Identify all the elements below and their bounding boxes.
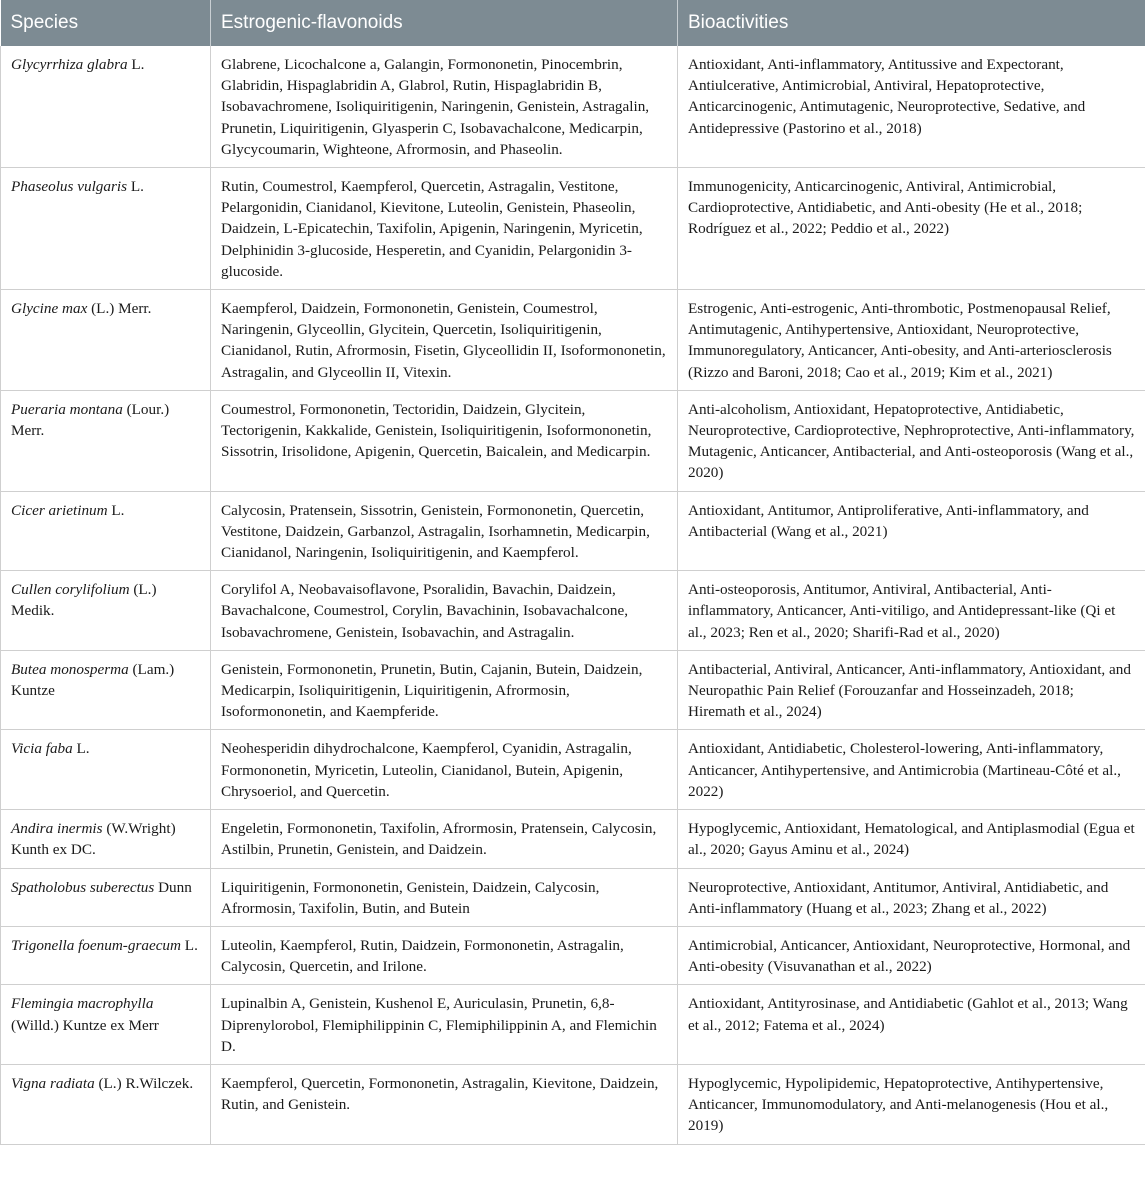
bioactivities-cell: Antimicrobial, Anticancer, Antioxidant, Neuroprotective, Hormonal, and Anti-obesity (Visuvanathan et al., 2022)	[678, 926, 1145, 984]
table-row	[1, 730, 1145, 810]
species-name: Cullen corylifolium	[11, 581, 130, 599]
table-body	[1, 46, 1145, 1144]
header-species: Species	[1, 0, 211, 46]
species-name: Glycyrrhiza glabra	[11, 56, 128, 73]
bioactivities-cell: Antioxidant, Antitumor, Antiproliferative, Anti-inflammatory, and Antibacterial (Wang et al., 2021)	[678, 491, 1145, 571]
species-cell	[1, 730, 211, 810]
table-row	[1, 868, 1145, 926]
table-row	[1, 650, 1145, 730]
table-row	[1, 491, 1145, 571]
bioactivities-cell: Neuroprotective, Antioxidant, Antitumor, Antiviral, Antidiabetic, and Anti-inflammatory (Huang et al., 2023; Zhang et al., 2022)	[678, 868, 1145, 926]
flavonoids-cell: Liquiritigenin, Formononetin, Genistein, Daidzein, Calycosin, Afrormosin, Taxifolin, Butin, and Butein	[211, 868, 678, 926]
species-name: Flemingia macrophylla	[11, 995, 154, 1013]
species-authority: (W.Wright) Kunth ex DC.	[11, 820, 176, 859]
flavonoids-cell: Calycosin, Pratensein, Sissotrin, Genistein, Formononetin, Quercetin, Vestitone, Daidzein, Garbanzol, Astragalin, Isorhamnetin, Medicarpin, Cianidanol, Naringenin, Isoliquiritigenin, and Kaempferol.	[211, 491, 678, 571]
bioactivities-cell: Antioxidant, Antityrosinase, and Antidiabetic (Gahlot et al., 2013; Wang et al., 2012; Fatema et al., 2024)	[678, 985, 1145, 1065]
table-row	[1, 926, 1145, 984]
species-authority: L.	[181, 936, 198, 954]
flavonoids-cell: Coumestrol, Formononetin, Tectoridin, Daidzein, Glycitein, Tectorigenin, Kakkalide, Genistein, Isoliquiritigenin, Isoformononetin, Sissotrin, Irisolidone, Apigenin, Quercetin, Baicalein, and Medicarpin.	[211, 390, 678, 491]
header-flavonoids: Estrogenic-flavonoids	[211, 0, 678, 46]
table-row	[1, 810, 1145, 868]
species-authority: (L.) Merr.	[87, 300, 152, 318]
flavonoids-cell: Rutin, Coumestrol, Kaempferol, Quercetin, Astragalin, Vestitone, Pelargonidin, Cianidanol, Kievitone, Luteolin, Genistein, Phaseolin, Daidzein, L-Epicatechin, Taxifolin, Apigenin, Naringenin, Myricetin, Delphinidin 3-glucoside, Hesperetin, and Cyanidin, Pelargonidin 3-glucoside.	[211, 168, 678, 290]
species-authority: (Lam.) Kuntze	[11, 660, 175, 700]
species-cell	[1, 1064, 211, 1144]
bioactivities-cell: Antioxidant, Antidiabetic, Cholesterol-lowering, Anti-inflammatory, Anticancer, Antihypertensive, and Antimicrobia (Martineau-Côté et al., 2022)	[678, 730, 1145, 810]
species-authority: (L.) Medik.	[11, 581, 157, 620]
species-authority: (Lour.) Merr.	[11, 400, 170, 440]
species-cell	[1, 868, 211, 926]
bioactivities-cell: Immunogenicity, Anticarcinogenic, Antiviral, Antimicrobial, Cardioprotective, Antidiabetic, and Anti-obesity (He et al., 2018; Rodríguez et al., 2022; Peddio et al., 2022)	[678, 168, 1145, 290]
species-name: Vigna radiata	[11, 1074, 95, 1092]
flavonoids-cell: Luteolin, Kaempferol, Rutin, Daidzein, Formononetin, Astragalin, Calycosin, Quercetin, and Irilone.	[211, 926, 678, 984]
species-cell	[1, 168, 211, 290]
table-row	[1, 290, 1145, 391]
species-cell	[1, 491, 211, 571]
species-cell	[1, 571, 211, 651]
bioactivities-cell: Hypoglycemic, Antioxidant, Hematological, and Antiplasmodial (Egua et al., 2020; Gayus Aminu et al., 2024)	[678, 810, 1145, 868]
species-name: Spatholobus suberectus	[11, 878, 155, 896]
header-bioactivities: Bioactivities	[678, 0, 1145, 46]
species-name: Andira inermis	[11, 820, 103, 838]
bioactivities-cell: Hypoglycemic, Hypolipidemic, Hepatoprotective, Antihypertensive, Anticancer, Immunomodulatory, and Anti-melanogenesis (Hou et al., 2019)	[678, 1064, 1145, 1144]
table-row	[1, 46, 1145, 168]
bioactivities-cell: Estrogenic, Anti-estrogenic, Anti-thrombotic, Postmenopausal Relief, Antimutagenic, Antihypertensive, Antioxidant, Neuroprotective, Immunoregulatory, Anticancer, Anti-obesity, and Anti-arteriosclerosis (Rizzo and Baroni, 2018; Cao et al., 2019; Kim et al., 2021)	[678, 290, 1145, 391]
species-cell	[1, 810, 211, 868]
species-authority: (Willd.) Kuntze ex Merr	[11, 1016, 159, 1034]
species-name: Pueraria montana	[11, 400, 123, 418]
species-authority: L.	[107, 501, 125, 519]
species-authority: L.	[127, 178, 144, 196]
table-row	[1, 1064, 1145, 1144]
species-authority: (L.) R.Wilczek.	[94, 1074, 194, 1092]
table-row	[1, 571, 1145, 651]
flavonoids-cell: Engeletin, Formononetin, Taxifolin, Afrormosin, Pratensein, Calycosin, Astilbin, Prunetin, Genistein, and Daidzein.	[211, 810, 678, 868]
species-cell	[1, 290, 211, 391]
flavonoids-cell: Kaempferol, Daidzein, Formononetin, Genistein, Coumestrol, Naringenin, Glyceollin, Glycitein, Quercetin, Isoliquiritigenin, Cianidanol, Rutin, Afrormosin, Fisetin, Glyceollidin II, Isoformononetin, Astragalin, and Glyceollin II, Vitexin.	[211, 290, 678, 391]
species-cell	[1, 46, 211, 168]
flavonoids-cell: Corylifol A, Neobavaisoflavone, Psoralidin, Bavachin, Daidzein, Bavachalcone, Coumestrol, Corylin, Bavachinin, Isobavachalcone, Isobavachromene, Genistein, Isobavachin, and Astragalin.	[211, 571, 678, 651]
species-name: Glycine max	[11, 300, 88, 318]
table-row	[1, 168, 1145, 290]
species-authority: L.	[127, 56, 145, 73]
species-name: Phaseolus vulgaris	[11, 178, 128, 196]
species-cell	[1, 650, 211, 730]
species-name: Trigonella foenum-graecum	[11, 936, 181, 954]
species-name: Butea monosperma	[11, 660, 129, 678]
species-name: Cicer arietinum	[11, 501, 108, 519]
flavonoids-cell: Glabrene, Licochalcone a, Galangin, Formononetin, Pinocembrin, Glabridin, Hispaglabridin A, Glabrol, Rutin, Hispaglabridin B, Isobavachromene, Isoliquiritigenin, Naringenin, Genistein, Astragalin, Prunetin, Liquiritigenin, Glyasperin C, Isobavachalcone, Medicarpin, Glycycoumarin, Wighteone, Afrormosin, and Phaseolin.	[211, 46, 678, 168]
flavonoids-cell: Neohesperidin dihydrochalcone, Kaempferol, Cyanidin, Astragalin, Formononetin, Myricetin, Luteolin, Cianidanol, Butein, Apigenin, Chrysoeriol, and Quercetin.	[211, 730, 678, 810]
flavonoids-cell: Genistein, Formononetin, Prunetin, Butin, Cajanin, Butein, Daidzein, Medicarpin, Isoliquiritigenin, Liquiritigenin, Afrormosin, Isoformononetin, and Kaempferide.	[211, 650, 678, 730]
species-authority: Dunn	[154, 878, 192, 896]
table-row	[1, 985, 1145, 1065]
species-authority: L.	[72, 740, 90, 758]
species-cell	[1, 985, 211, 1065]
bioactivities-cell: Anti-alcoholism, Antioxidant, Hepatoprotective, Antidiabetic, Neuroprotective, Cardioprotective, Nephroprotective, Anti-inflammatory, Mutagenic, Anticancer, Antibacterial, and Anti-osteoporosis (Wang et al., 2020)	[678, 390, 1145, 491]
flavonoids-cell: Kaempferol, Quercetin, Formononetin, Astragalin, Kievitone, Daidzein, Rutin, and Genistein.	[211, 1064, 678, 1144]
bioactivities-cell: Anti-osteoporosis, Antitumor, Antiviral, Antibacterial, Anti-inflammatory, Anticancer, Anti-vitiligo, and Antidepressant-like (Qi et al., 2023; Ren et al., 2020; Sharifi-Rad et al., 2020)	[678, 571, 1145, 651]
bioactivities-cell: Antibacterial, Antiviral, Anticancer, Anti-inflammatory, Antioxidant, and Neuropathic Pain Relief (Forouzanfar and Hosseinzadeh, 2018; Hiremath et al., 2024)	[678, 650, 1145, 730]
table-row	[1, 390, 1145, 491]
bioactivities-cell: Antioxidant, Anti-inflammatory, Antitussive and Expectorant, Antiulcerative, Antimicrobial, Antiviral, Hepatoprotective, Anticarcinogenic, Antimutagenic, Neuroprotective, Sedative, and Antidepressive (Pastorino et al., 2018)	[678, 46, 1145, 168]
species-cell	[1, 926, 211, 984]
species-cell	[1, 390, 211, 491]
flavonoids-cell: Lupinalbin A, Genistein, Kushenol E, Auriculasin, Prunetin, 6,8-Diprenylorobol, Flemiphilippinin C, Flemiphilippinin A, and Flemichin D.	[211, 985, 678, 1065]
species-name: Vicia faba	[11, 740, 73, 758]
table-header	[1, 0, 1145, 46]
header-row	[1, 0, 1145, 46]
